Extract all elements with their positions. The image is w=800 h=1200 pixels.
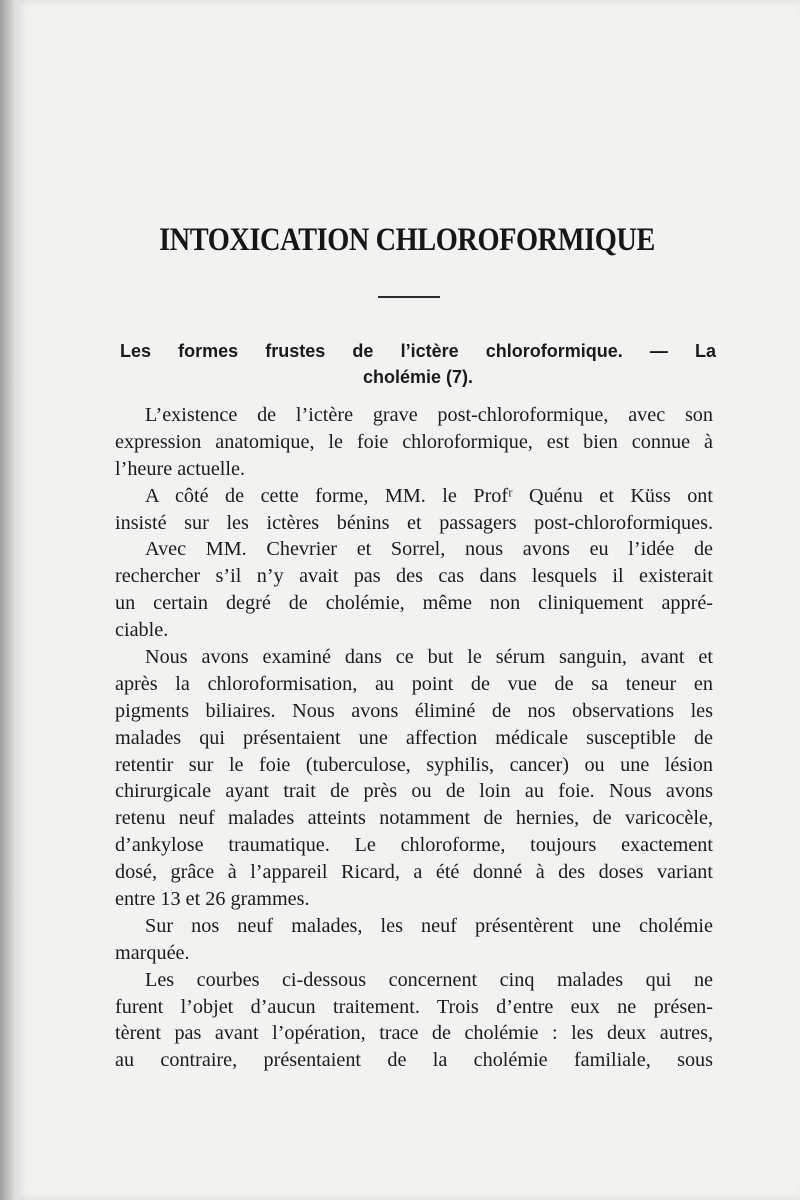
body-line: retentir sur le foie (tuberculose, syphilis, cancer) ou une lésion xyxy=(115,753,713,776)
section-heading-line-2: cholémie (7). xyxy=(362,367,474,387)
body-line: L’existence de l’ictère grave post-chloroformique, avec son xyxy=(145,404,713,426)
body-line: Nous avons examiné dans ce but le sérum sanguin, avant et xyxy=(145,646,713,669)
body-line: retenu neuf malades atteints notamment de hernies, de varicocèle, xyxy=(115,807,713,830)
body-line: un certain degré de cholémie, même non cliniquement appré- xyxy=(115,592,713,615)
body-line: après la chloroformisation, au point de vue de sa teneur en xyxy=(115,672,713,695)
body-line: d’ankylose traumatique. Le chloroforme, toujours exactement xyxy=(115,834,713,857)
body-line: insisté sur les ictères bénins et passagers post-chloroformiques. xyxy=(115,511,713,534)
title-divider xyxy=(378,296,440,298)
section-heading xyxy=(120,338,716,390)
page-gutter xyxy=(0,0,14,1200)
body-line: marquée. xyxy=(115,941,190,964)
body-line: furent l’objet d’aucun traitement. Trois d’entre eux ne présen- xyxy=(115,995,713,1018)
body-line: A côté de cette forme, MM. le Profʳ Quénu et Küss ont xyxy=(145,484,713,507)
body-line: Les courbes ci-dessous concernent cinq malades qui ne xyxy=(145,968,713,991)
page-title: INTOXICATION CHLOROFORMIQUE xyxy=(159,222,655,258)
body-line: pigments biliaires. Nous avons éliminé de nos observations les xyxy=(115,699,713,722)
document-page xyxy=(14,0,800,1200)
body-line: au contraire, présentaient de la cholémie familiale, sous xyxy=(115,1049,713,1072)
body-line: entre 13 et 26 grammes. xyxy=(115,888,310,911)
body-line: l’heure actuelle. xyxy=(115,457,246,480)
body-line: chirurgicale ayant trait de près ou de loin au foie. Nous avons xyxy=(115,780,713,803)
body-line: expression anatomique, le foie chloroformique, est bien connue à xyxy=(115,430,713,453)
section-heading-line-1: Les formes frustes de l’ictère chloroformique. — La xyxy=(120,341,716,361)
body-line: rechercher s’il n’y avait pas des cas dans lesquels il existerait xyxy=(115,565,713,588)
body-line: malades qui présentaient une affection médicale susceptible de xyxy=(115,726,713,749)
body-line: Sur nos neuf malades, les neuf présentèrent une cholémie xyxy=(145,914,713,937)
body-text xyxy=(115,402,713,1074)
body-line: ciable. xyxy=(115,619,169,642)
body-line: tèrent pas avant l’opération, trace de cholémie : les deux autres, xyxy=(115,1022,713,1045)
body-line: Avec MM. Chevrier et Sorrel, nous avons eu l’idée de xyxy=(145,538,713,561)
body-line: dosé, grâce à l’appareil Ricard, a été donné à des doses variant xyxy=(115,861,713,884)
